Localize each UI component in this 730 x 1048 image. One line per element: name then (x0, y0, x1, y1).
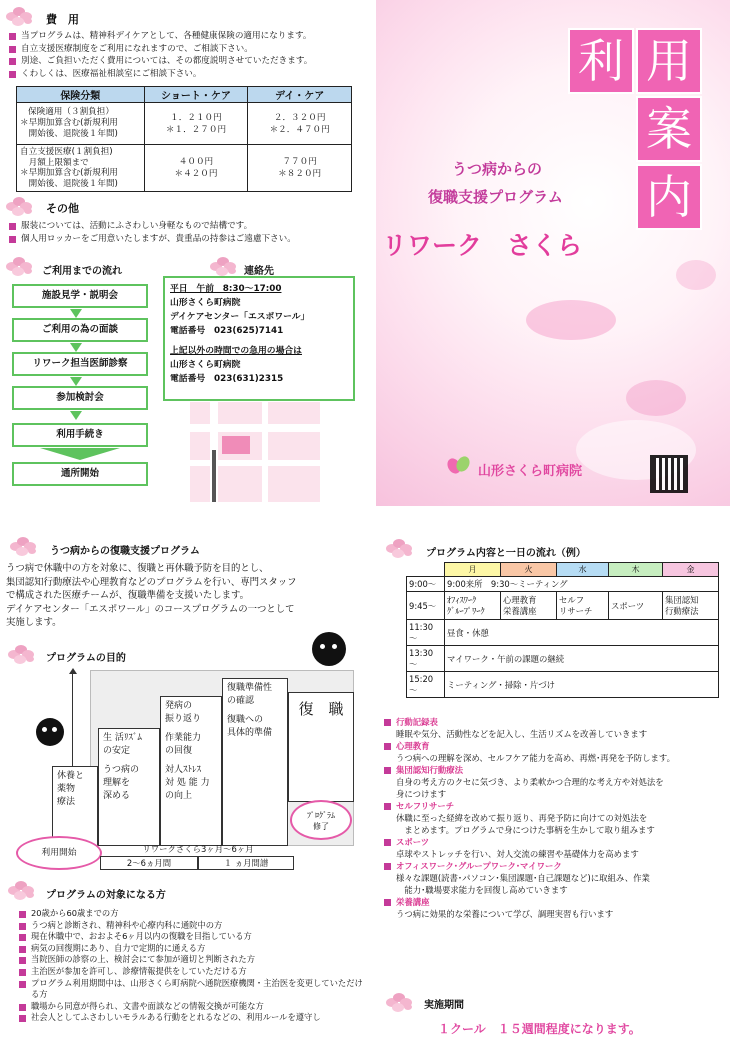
sakura-icon (6, 880, 40, 902)
list-item: 当プログラムは、精神科デイケアとして、各種健康保険の適用になります。 (8, 30, 368, 43)
contact-box: 平日 午前 8:30～17:00 山形さくら町病院 デイケアセンター「エスポワール」 電話番号 023(625)7141 上記以外の時間での急用の場合は 山形さくら町病院 電話番号 023(631)2315 (163, 276, 355, 401)
period-box: 2～6ヵ月間 (100, 856, 198, 870)
list-item: くわしくは、医療福祉相談室にご相談下さい。 (8, 68, 368, 81)
period-label: リワークさくら3ヶ月～6ヶ月 (142, 844, 254, 854)
about-title: うつ病からの復職支援プログラム (50, 546, 200, 557)
list-item: プログラム利用期間中は、山形さくら町病院へ通院医療機関・主治医を変更していただける方 (18, 978, 368, 1001)
sakura-icon (384, 992, 418, 1014)
mascot-icon (312, 632, 346, 666)
cover-subtitle: うつ病からの (452, 160, 543, 178)
list-item: 自立支援医療制度をご利用になれますので、ご相談下さい。 (8, 43, 368, 56)
program-list: 行動記録表 睡眠や気分、活動性などを記入し、生活リズムを改善していきます 心理教育 うつ病への理解を深め、セルフケア能力を高め、再燃･再発を予防します。 集団認知行動療法 自身の考え方のクセに気づき、より柔軟かつ合理的な考え方や対処法を 身につけます セルフリサーチ 休職に至った経緯を改めて振り返り、再発予防に向けての対処法を まとめます。プログラムで身につけた事柄を生かして取り組みます スポーツ 卓球やストレッチを行い、対人交流の練習や基礎体力を高めます オフィスワーク･グループワーク･マイワーク 様々な課題(読書･パソコン･集団課題･自己課題など)に取組み、作業 能力･職場要求能力を回復し高めていきます 栄養講座 うつ病に効果的な栄養について学び、調理実習も行います (384, 716, 724, 920)
purpose-step: 復職準備性 の確認 復職への 具体的準備 (222, 678, 288, 846)
other-title: その他 (46, 202, 79, 215)
program-title: 栄養講座 (384, 896, 724, 908)
cover-title: リワーク さくら (382, 231, 583, 260)
arrow-up-icon (69, 668, 77, 674)
cover-kanji: 内 (636, 164, 702, 230)
sakura-icon (4, 6, 38, 28)
list-item: 病気の回復期にあり、自力で定期的に通える方 (18, 943, 368, 955)
list-item: 個人用ロッカーをご用意いたしますが、貴重品の持参はご遠慮下さい。 (8, 233, 368, 246)
table-row: 保険適用（３割負担） ＊早期加算含む(新規利用 開始後、退院後１年間) １．２１０円 ＊１．２７０円 ２．３２０円 ＊２．４７０円 (17, 103, 352, 145)
purpose-title: プログラムの目的 (46, 653, 126, 664)
period-title: 実施期間 (424, 1000, 464, 1011)
contact-title: 連絡先 (244, 266, 274, 277)
table-row: 13:30 ～ マイワーク・午前の課題の継続 (407, 646, 719, 672)
day-header: 月 (445, 563, 501, 577)
period-text: １クール １５週間程度になります。 (438, 1022, 641, 1036)
table-header: ショート・ケア (144, 87, 248, 103)
about-text: うつ病で休職中の方を対象に、復職と再休職予防を目的とし、 集団認知行動療法や心理教育などのプログラムを行い、専門スタッフ で構成された医療チームが、復職準備を支援いたします。 デイケアセンター「エスポワール」のコースプログラムの一つとして 実施します。 (6, 563, 297, 628)
fee-bullets (8, 30, 368, 80)
day-header: 金 (663, 563, 719, 577)
table-row: 9:45～ ｵﾌｨｽﾜｰｸ ｸﾞﾙｰﾌﾟﾜｰｸ 心理教育 栄養講座 セルフ リサーチ スポーツ 集団認知 行動療法 (407, 592, 719, 620)
arrow-down-icon (70, 377, 82, 386)
fee-title: 費 用 (46, 13, 79, 26)
schedule-title: プログラム内容と一日の流れ（例） (426, 548, 586, 559)
target-bullets (18, 908, 368, 1024)
hospital-name: 山形さくら町病院 (478, 464, 583, 479)
table-row: 15:20 ～ ミーティング・掃除・片づけ (407, 672, 719, 698)
period-box: １ ヵ月間譜 (198, 856, 294, 870)
list-item: 現在休職中で、おおよそ6ヶ月以内の復職を目指している方 (18, 931, 368, 943)
table-row: 11:30 ～ 昼食・休憩 (407, 620, 719, 646)
flow-step: 施設見学・説明会 (12, 284, 148, 308)
sakura-icon (4, 256, 38, 278)
table-row: 自立支援医療(１割負担) 月額上限額まで ＊早期加算含む(新規利用 開始後、退院後１年間) ４００円 ＊４２０円 ７７０円 ＊８２０円 (17, 145, 352, 192)
list-item: 20歳から60歳までの方 (18, 908, 368, 920)
list-item: 主治医が参加を許可し、診療情報提供をしていただける方 (18, 966, 368, 978)
table-header: デイ・ケア (248, 87, 352, 103)
purpose-step: 発病の 振り返り 作業能力 の回復 対人ｽﾄﾚｽ 対 処 能 力 の向上 (160, 696, 222, 846)
cover-kanji: 用 (636, 28, 702, 94)
purpose-step: 生 活ﾘｽﾞﾑ の安定 うつ病の 理解を 深める (98, 728, 160, 846)
flow-step: リワーク担当医師診察 (12, 352, 148, 376)
arrow-down-icon (70, 343, 82, 352)
program-title: 集団認知行動療法 (384, 764, 724, 776)
program-title: セルフリサーチ (384, 800, 724, 812)
schedule-table (406, 562, 719, 698)
mascot-icon (36, 718, 64, 746)
purpose-step: 休養と 薬物 療法 (52, 766, 98, 846)
purpose-step: 復 職 (288, 692, 354, 802)
sakura-icon (208, 256, 242, 278)
arrow-down-icon (40, 448, 120, 460)
program-title: オフィスワーク･グループワーク･マイワーク (384, 860, 724, 872)
arrow-down-icon (70, 309, 82, 318)
list-item: 社会人としてふさわしいモラルある行動をとれるなどの、利用ルールを遵守し (18, 1012, 368, 1024)
sakura-icon (4, 196, 38, 218)
list-item: 別途、ご負担いただく費用については、その都度説明させていただきます。 (8, 55, 368, 68)
list-item: 服装については、活動にふさわしい身軽なもので結構です。 (8, 220, 368, 233)
cover-kanji: 案 (636, 96, 702, 162)
program-title: 行動記録表 (384, 716, 724, 728)
program-start-badge: 利用開始 (16, 836, 102, 870)
arrow-down-icon (70, 411, 82, 420)
table-header: 保険分類 (17, 87, 145, 103)
program-title: スポーツ (384, 836, 724, 848)
cover-kanji: 利 (568, 28, 634, 94)
flow-title: ご利用までの流れ (42, 266, 122, 277)
target-title: プログラムの対象になる方 (46, 890, 166, 901)
flow-step: 利用手続き (12, 423, 148, 447)
sakura-icon (8, 536, 42, 558)
hospital-logo-icon (448, 454, 470, 476)
sakura-icon (384, 538, 418, 560)
fee-table (16, 86, 352, 192)
cover-subtitle: 復職支援プログラム (428, 188, 563, 206)
day-header: 火 (501, 563, 557, 577)
flow-step: 通所開始 (12, 462, 148, 486)
other-bullets (8, 220, 368, 245)
list-item: 職場から同意が得られ、文書や面談などの情報交換が可能な方 (18, 1001, 368, 1013)
qr-code-icon (650, 455, 688, 493)
program-title: 心理教育 (384, 740, 724, 752)
day-header: 木 (609, 563, 663, 577)
flow-step: 参加検討会 (12, 386, 148, 410)
flow-step: ご利用の為の面談 (12, 318, 148, 342)
sakura-icon (6, 644, 40, 666)
table-row: 9:00～ 9:00来所 9:30～ミーティング (407, 577, 719, 592)
day-header: 水 (557, 563, 609, 577)
map-image (190, 402, 320, 502)
list-item: 当院医師の診察の上、検討会にて参加が適切と判断された方 (18, 954, 368, 966)
list-item: うつ病と診断され、精神科や心療内科に通院中の方 (18, 920, 368, 932)
program-finish-badge: ﾌﾟﾛｸﾞﾗﾑ 修了 (290, 800, 352, 840)
